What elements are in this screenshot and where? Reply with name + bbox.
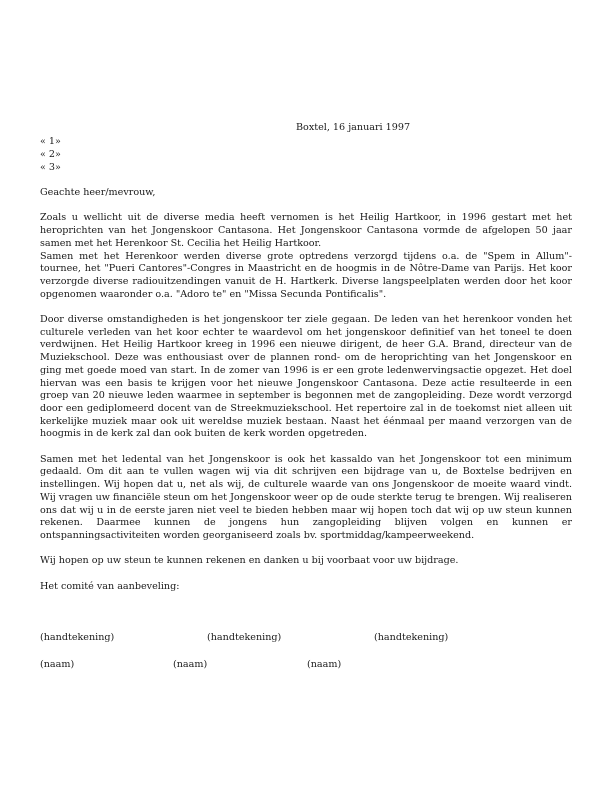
committee-line: Het comité van aanbeveling: xyxy=(40,580,180,592)
merge-field-3: « 3» xyxy=(40,162,61,173)
merge-field-1: « 1» xyxy=(40,136,61,147)
paragraph-thanks: Wij hopen op uw steun te kunnen rekenen en danken u bij voorbaat voor uw bijdrage. xyxy=(40,555,459,567)
salutation: Geachte heer/mevrouw, xyxy=(40,187,156,198)
signature-1: (handtekening) xyxy=(40,632,115,643)
paragraph-request: Samen met het ledental van het Jongenskoor is ook het kassaldo van het Jongenskoor tot een minimum gedaald. Om dit aan te vullen wagen wij via dit schrijven een bijdrage van u, de Boxtelse bedrijven en instellingen. Wij hopen dat u, net als wij, de culturele waarde van ons Jongenskoor de moeite waard vindt. Wij vragen uw financiële steun om het Jongenskoor weer op de oude sterkte terug te brengen. Wij realiseren ons dat wij u in de eerste jaren niet veel te bieden hebben maar wij hopen toch dat wij op uw steun kunnen rekenen. Daarmee kunnen de jongens hun zangopleiding blijven volgen en kunnen er ontspanningsactiviteiten worden georganiseerd zoals bv. sportmiddag/kampeerweekend. xyxy=(40,453,572,541)
merge-field-2: « 2» xyxy=(40,149,61,160)
merge-fields xyxy=(40,136,61,175)
paragraph-revival: Door diverse omstandigheden is het jongenskoor ter ziele gegaan. De leden van het herenkoor vonden het culturele verleden van het koor echter te waardevol om het jongenskoor definitief van het toneel te doen verdwijnen. Het Heilig Hartkoor kreeg in 1996 een nieuwe dirigent, de heer G.A. Brand, directeur van de Muziekschool. Deze was enthousiast over de plannen rond- om de heroprichting van het Jongenskoor en ging met goede moed van start. In de zomer van 1996 is er een grote ledenwervingsactie opgezet. Het doel hiervan was een basis te krijgen voor het nieuwe Jongenskoor Cantasona. Deze actie resulteerde in een groep van 20 nieuwe leden waarmee in september is begonnen met de zangopleiding. Deze wordt verzorgd door een gediplomeerd docent van de Streekmuziekschool. Het repertoire zal in de toekomst niet alleen uit kerkelijke muziek maar ook uit wereldse muziek bestaan. Naast het éénmaal per maand verzorgen van de hoogmis in de kerk zal dan ook buiten de kerk worden opgetreden. xyxy=(40,314,572,440)
name-3: (naam) xyxy=(307,659,342,670)
name-1: (naam) xyxy=(40,659,75,670)
name-2: (naam) xyxy=(173,659,208,670)
signature-2: (handtekening) xyxy=(207,632,282,643)
signature-3: (handtekening) xyxy=(374,632,449,643)
letter-date: Boxtel, 16 januari 1997 xyxy=(296,122,411,133)
paragraph-intro: Zoals u wellicht uit de diverse media heeft vernomen is het Heilig Hartkoor, in 1996 gestart met het heroprichten van het Jongenskoor Cantasona. Het Jongenskoor Cantasona vormde de afgelopen 50 jaar samen met het Herenkoor St. Cecilia het Heilig Hartkoor. xyxy=(40,212,572,249)
letter-body xyxy=(40,187,572,593)
paragraph-history: Samen met het Herenkoor werden diverse grote optredens verzorgd tijdens o.a. de "Spem in Allum"-tournee, het "Pueri Cantores"-Congres in Maastricht en de hoogmis in de Nôtre-Dame van Parijs. Het koor verzorgde diverse radiouitzendingen vanuit de H. Hartkerk. Diverse langspeelplaten werden door het koor opgenomen waaronder o.a. "Adoro te" en "Missa Secunda Pontificalis". xyxy=(40,250,572,300)
